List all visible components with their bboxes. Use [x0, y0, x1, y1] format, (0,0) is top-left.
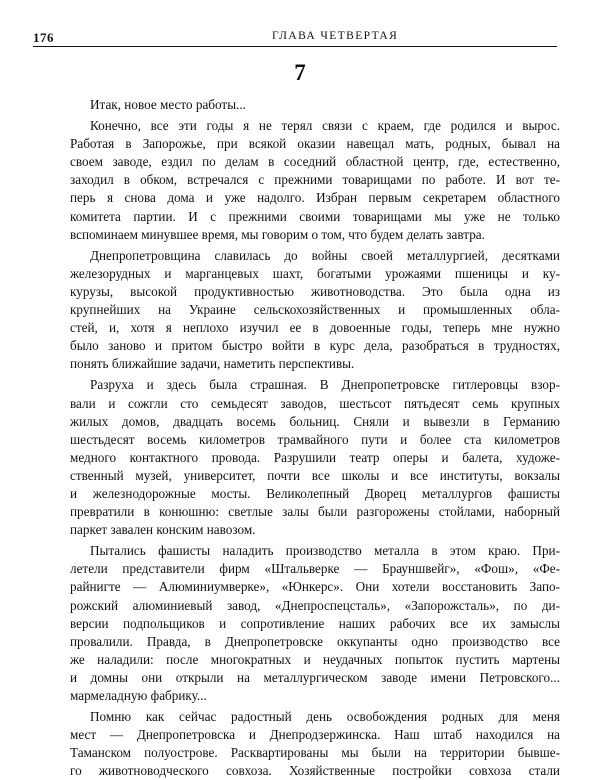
text-line: стей, и, хотя я неплохо изучил ее в довоенные годы, теперь мне нужно: [70, 320, 560, 336]
text-line: жилых домов, двадцать восемь больниц. Сняли и вывезли в Германию: [70, 413, 560, 429]
text-line: версии подпольщиков и сопротивление наших рабочих все их замыслы: [70, 615, 560, 631]
header-rule: [33, 46, 557, 47]
paragraph: [70, 708, 560, 780]
text-line: паркет завален конским навозом.: [70, 522, 256, 538]
text-line: железорудных и марганцевых шахт, богатыми урожаями пшеницы и ку-: [70, 265, 560, 281]
text-line: Помню как сейчас радостный день освобождения родных для меня: [90, 709, 560, 725]
text-line: вспоминаем минувшее время, мы говорим о том, что будем делать завтра.: [70, 226, 485, 242]
text-line: ственный музей, университет, почти все школы и все институты, вокзалы: [70, 467, 560, 483]
paragraph: [70, 96, 560, 114]
text-line: Пытались фашисты наладить производство металла в этом краю. При-: [90, 543, 560, 559]
text-line: летели представители фирм «Штальверке — Брауншвейг», «Фош», «Фе-: [70, 561, 560, 577]
paragraph: [70, 247, 560, 374]
text-line: мест — Днепропетровска и Днепродзержинска. Наш штаб находился на: [70, 727, 560, 743]
text-line: рожский алюминиевый завод, «Днепроспецсталь», «Запорожсталь», по ди-: [70, 597, 560, 613]
text-line: Итак, новое место работы...: [90, 97, 246, 112]
text-line: было заново и притом быстро войти в курс дела, разобраться в трудностях,: [70, 338, 560, 354]
text-line: крупнейших на Украине сельскохозяйственных и промышленных обла-: [70, 302, 560, 318]
text-line: заходил в обком, встречался с прежними товарищами по работе. И вот те-: [70, 172, 560, 188]
chapter-number: 7: [294, 60, 306, 85]
text-line: и домны они открыли на металлургическом заводе имени Петровского...: [70, 669, 560, 685]
paragraph: [70, 117, 560, 244]
text-line: курузы, высокой продуктивностью животноводства. Это была одна из: [70, 283, 560, 299]
text-line: райнигте — Алюминиумверке», «Юнкерс». Они хотели восстановить Запо-: [70, 579, 560, 595]
text-line: своем заводе, ездил по делам в соседний областной центр, где, естественно,: [70, 154, 560, 170]
text-line: шестьдесят восемь километров трамвайного пути и более ста километров: [70, 431, 560, 447]
text-line: го животноводческого совхоза. Хозяйственные постройки совхоза стали: [70, 763, 560, 779]
paragraph: [70, 542, 560, 705]
running-head: ГЛАВА ЧЕТВЕРТАЯ: [272, 30, 399, 42]
text-line: медного контактного провода. Разрушили театр оперы и балета, художе-: [70, 449, 560, 465]
text-line: Работая в Запорожье, при всякой оказии навещал мать, родных, бывал на: [70, 136, 560, 152]
text-line: Разруха и здесь была страшная. В Днепропетровске гитлеровцы взор-: [90, 377, 560, 393]
text-line: превратили в конюшню: светлые залы были разгорожены стойлами, наборный: [70, 504, 560, 520]
text-line: вали и сожгли сто семьдесят заводов, шестьсот пятьдесят семь крупных: [70, 395, 560, 411]
text-line: Конечно, все эти годы я не терял связи с краем, где родился и вырос.: [90, 118, 560, 134]
text-line: провалили. Правда, в Днепропетровске оккупанты одно производство все: [70, 633, 560, 649]
text-line: комитета партии. И с прежними своими товарищами мы уже не только: [70, 208, 560, 224]
paragraph: [70, 376, 560, 539]
page-number: 176: [33, 30, 54, 45]
text-line: понять ближайшие задачи, наметить перспективы.: [70, 356, 355, 372]
text-line: Таманском полуострове. Расквартированы мы были на территории бывше-: [70, 745, 560, 761]
text-line: же наладили: после многократных и неудачных попыток пустить мартены: [70, 651, 560, 667]
text-line: мармеладную фабрику...: [70, 688, 207, 703]
body-text: [70, 96, 560, 780]
text-line: Днепропетровщина славилась до войны своей металлургией, десятками: [90, 247, 560, 263]
text-line: перь я снова дома и уже надолго. Избран первым секретарем областного: [70, 190, 560, 206]
text-line: и железнодорожные мосты. Великолепный Дворец металлургов фашисты: [70, 485, 560, 501]
